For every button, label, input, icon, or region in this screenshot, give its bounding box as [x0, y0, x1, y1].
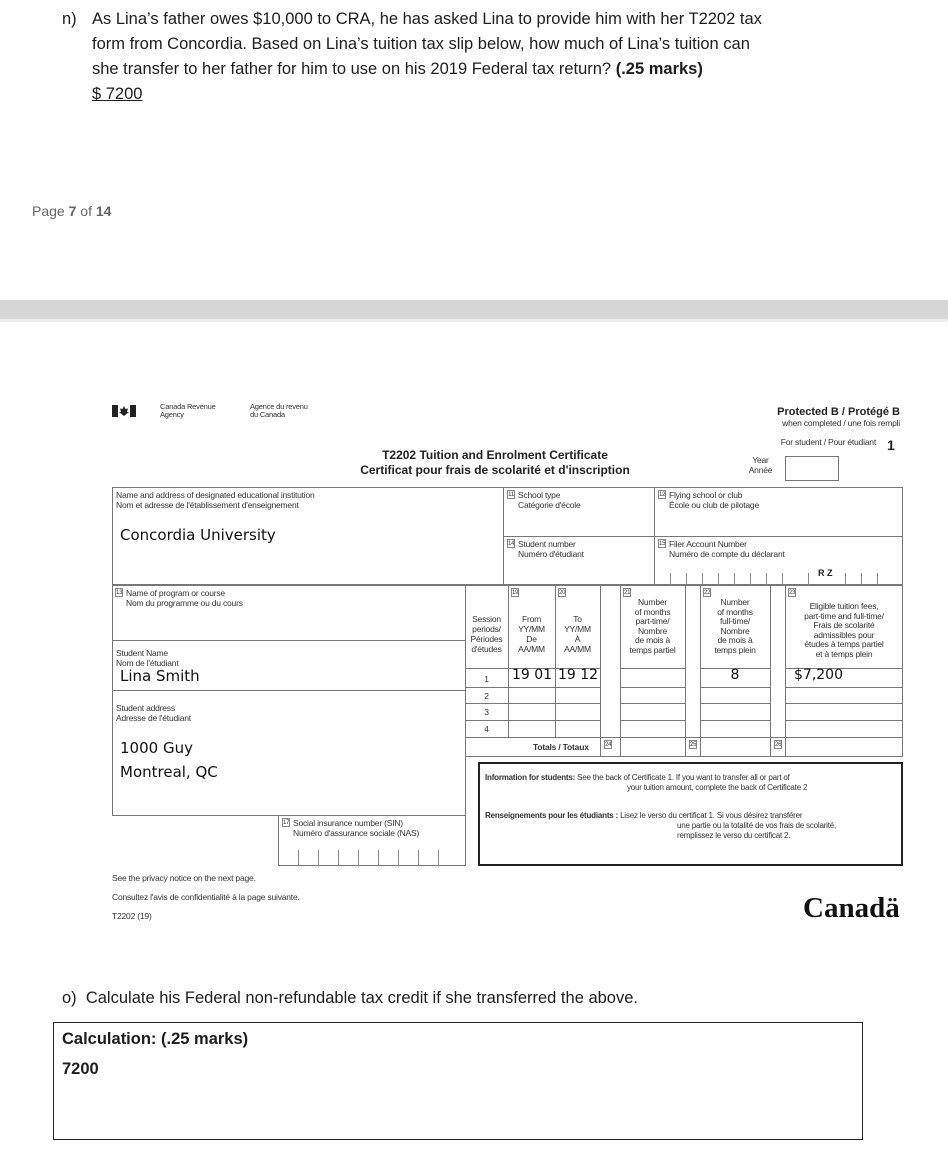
student-address-value: 1000 Guy Montreal, QC: [120, 739, 218, 781]
calculation-label: Calculation: (.25 marks): [62, 1030, 249, 1048]
for-student: For student / Pour étudiant: [780, 437, 876, 447]
privacy-notice-en: See the privacy notice on the next page.: [112, 873, 256, 883]
row-1-to: 19 12: [558, 667, 599, 683]
question-line: form from Concordia. Based on Lina’s tuition tax slip below, how much of Lina’s tuition can: [92, 35, 750, 53]
year-label: Year Année: [748, 455, 773, 475]
col-19-from-header: From YY/MM De AA/MM: [518, 614, 545, 654]
student-address-label: Student address Adresse de l'étudiant: [116, 703, 191, 723]
calculation-value: 7200: [62, 1060, 99, 1078]
box-23-num: 23: [789, 590, 796, 596]
question-line: she transfer to her father for him to use on his 2019 Federal tax return?: [92, 60, 612, 78]
canada-wordmark: Canadä: [803, 892, 900, 924]
copy-number: 1: [887, 437, 895, 453]
page-indicator: Page 7 of 14: [32, 203, 112, 219]
protected-notice: Protected B / Protégé B when completed / une fois rempli: [777, 406, 900, 428]
answer: $ 7200: [92, 85, 143, 103]
box-22-num: 22: [704, 590, 711, 596]
box-20-num: 20: [559, 590, 566, 596]
canada-flag-logo: [112, 404, 136, 423]
box-13-program: 13 Name of program or course Nom du programme ou du cours: [116, 588, 243, 608]
row-1-from: 19 01: [512, 667, 553, 683]
form-code: T2202 (19): [112, 911, 152, 921]
box-21-num: 21: [624, 590, 631, 596]
question-n-label: n): [62, 10, 77, 28]
box-15-filer-account: 15 Filer Account Number Numéro de compte du déclarant: [659, 539, 785, 559]
box-11-school-type: 11 School type Catégorie d'école: [508, 490, 581, 510]
box-12-flying-school: 12 Flying school or club École ou club de pilotage: [659, 490, 759, 510]
box-26: 26: [775, 742, 782, 748]
calculation-box[interactable]: [53, 1022, 863, 1140]
col-20-to-header: To YY/MM À AA/MM: [564, 614, 591, 654]
marks: (.25 marks): [615, 60, 703, 78]
sin-label: 17 Social insurance number (SIN) Numéro d'assurance sociale (NAS): [283, 818, 420, 838]
student-name-label: Student Name Nom de l'étudiant: [116, 648, 179, 668]
page-separator: [0, 300, 948, 322]
student-name-value: Lina Smith: [120, 667, 200, 685]
question-n-text: [92, 7, 892, 107]
form-title: T2202 Tuition and Enrolment Certificate Certificat pour frais de scolarité et d'inscription: [360, 448, 630, 477]
box-14-student-number: 14 Student number Numéro d'étudiant: [508, 539, 584, 559]
student-info-box: Information for students: See the back of Certificate 1. If you want to transfer all or part of your tuition amount, complete the back of Certificate 2 Renseignements pour les étudiants : Lisez le verso du certificat 1. Si vous désirez transférer une partie ou la totalité de vos frais de scolarité, remplissez le verso du certificat 2.: [478, 762, 903, 866]
rz-prefix: R Z: [818, 568, 833, 578]
agency-fr: Agence du revenu du Canada: [250, 402, 308, 419]
row-4-num: 4: [484, 724, 489, 734]
agency-en: Canada Revenue Agency: [160, 402, 216, 419]
question-o: o) Calculate his Federal non-refundable tax credit if she transferred the above.: [62, 989, 638, 1007]
totals-label: Totals / Totaux: [533, 742, 589, 752]
institution-label: Name and address of designated educational institution Nom et adresse de l'établissement d'enseignement: [116, 490, 315, 510]
col-23-fees-header: Eligible tuition fees, part-time and full-time/ Frais de scolarité admissibles pour études à temps partiel et à temps plein: [804, 601, 884, 659]
col-22-fulltime-header: Number of months full-time/ Nombre de mois à temps plein: [714, 597, 756, 655]
box-24: 24: [605, 742, 612, 748]
col-21-parttime-header: Number of months part-time/ Nombre de mois à temps partiel: [629, 597, 676, 655]
privacy-notice-fr: Consultez l'avis de confidentialité à la page suivante.: [112, 892, 300, 902]
row-1-num: 1: [484, 674, 489, 684]
row-3-num: 3: [484, 707, 489, 717]
question-line: As Lina’s father owes $10,000 to CRA, he has asked Lina to provide him with her T2202 tax: [92, 10, 762, 28]
box-19-num: 19: [512, 590, 519, 596]
box-25: 25: [690, 742, 697, 748]
row-1-fulltime-months: 8: [730, 667, 740, 683]
institution-value: Concordia University: [120, 526, 276, 544]
col-session-header: Session periods/ Périodes d'études: [470, 614, 503, 654]
row-2-num: 2: [484, 691, 489, 701]
row-1-eligible-fees: $7,200: [794, 667, 843, 683]
year-field[interactable]: [785, 456, 839, 481]
